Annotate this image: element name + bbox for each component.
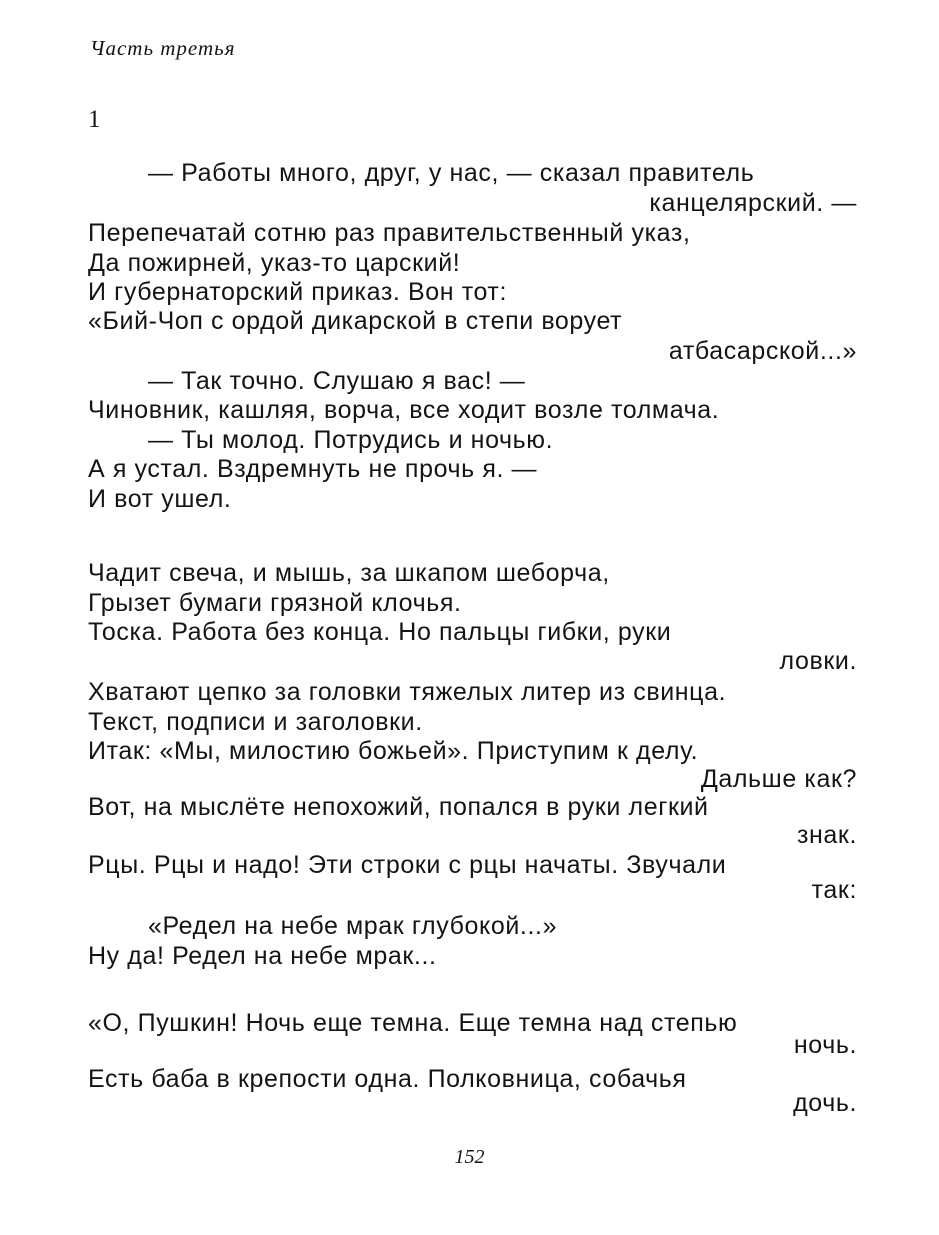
poem-line: Текст, подписи и заголовки. [88, 708, 423, 736]
poem-line: канцелярский. — [649, 189, 857, 217]
poem-line: Тоска. Работа без конца. Но пальцы гибки, руки [88, 618, 672, 646]
poem-line: — Ты молод. Потрудись и ночью. [148, 426, 554, 454]
running-header: Часть третья [90, 36, 236, 60]
poem-line: Дальше как? [700, 765, 857, 793]
poem-line: Ну да! Редел на небе мрак... [88, 942, 437, 970]
poem-line: атбасарской...» [668, 337, 857, 365]
poem-line: Перепечатай сотню раз правительственный указ, [88, 219, 691, 247]
poem-line: дочь. [793, 1089, 857, 1117]
poem-line: — Работы много, друг, у нас, — сказал правитель [148, 159, 755, 187]
poem-line: «Бий-Чоп с ордой дикарской в степи ворует [88, 307, 623, 335]
poem-line: «О, Пушкин! Ночь еще темна. Еще темна над степью [88, 1009, 738, 1037]
poem-line: так: [811, 876, 857, 904]
poem-line: Есть баба в крепости одна. Полковница, собачья [88, 1065, 687, 1093]
poem-line: «Редел на небе мрак глубокой...» [148, 912, 558, 940]
poem-line: Чадит свеча, и мышь, за шкапом шеборча, [88, 559, 610, 587]
poem-line: А я устал. Вздремнуть не прочь я. — [88, 455, 538, 483]
poem-line: Рцы. Рцы и надо! Эти строки с рцы начаты. Звучали [88, 851, 727, 879]
poem-line: ловки. [779, 647, 857, 675]
poem-line: — Так точно. Слушаю я вас! — [148, 367, 526, 395]
poem-line: И вот ушел. [88, 485, 232, 513]
poem-line: Хватают цепко за головки тяжелых литер из свинца. [88, 678, 727, 706]
poem-line: знак. [796, 821, 857, 849]
poem-line: Грызет бумаги грязной клочья. [88, 589, 462, 617]
poem-line: ночь. [793, 1031, 857, 1059]
poem-line: Да пожирней, указ-то царский! [88, 249, 461, 277]
poem-line: Вот, на мыслёте непохожий, попался в руки легкий [88, 793, 709, 821]
poem-line: Итак: «Мы, милостию божьей». Приступим к делу. [88, 737, 699, 765]
chapter-number: 1 [88, 106, 101, 133]
poem-line: И губернаторский приказ. Вон тот: [88, 278, 508, 306]
poem-line: Чиновник, кашляя, ворча, все ходит возле толмача. [88, 396, 720, 424]
page-number: 152 [454, 1146, 485, 1168]
